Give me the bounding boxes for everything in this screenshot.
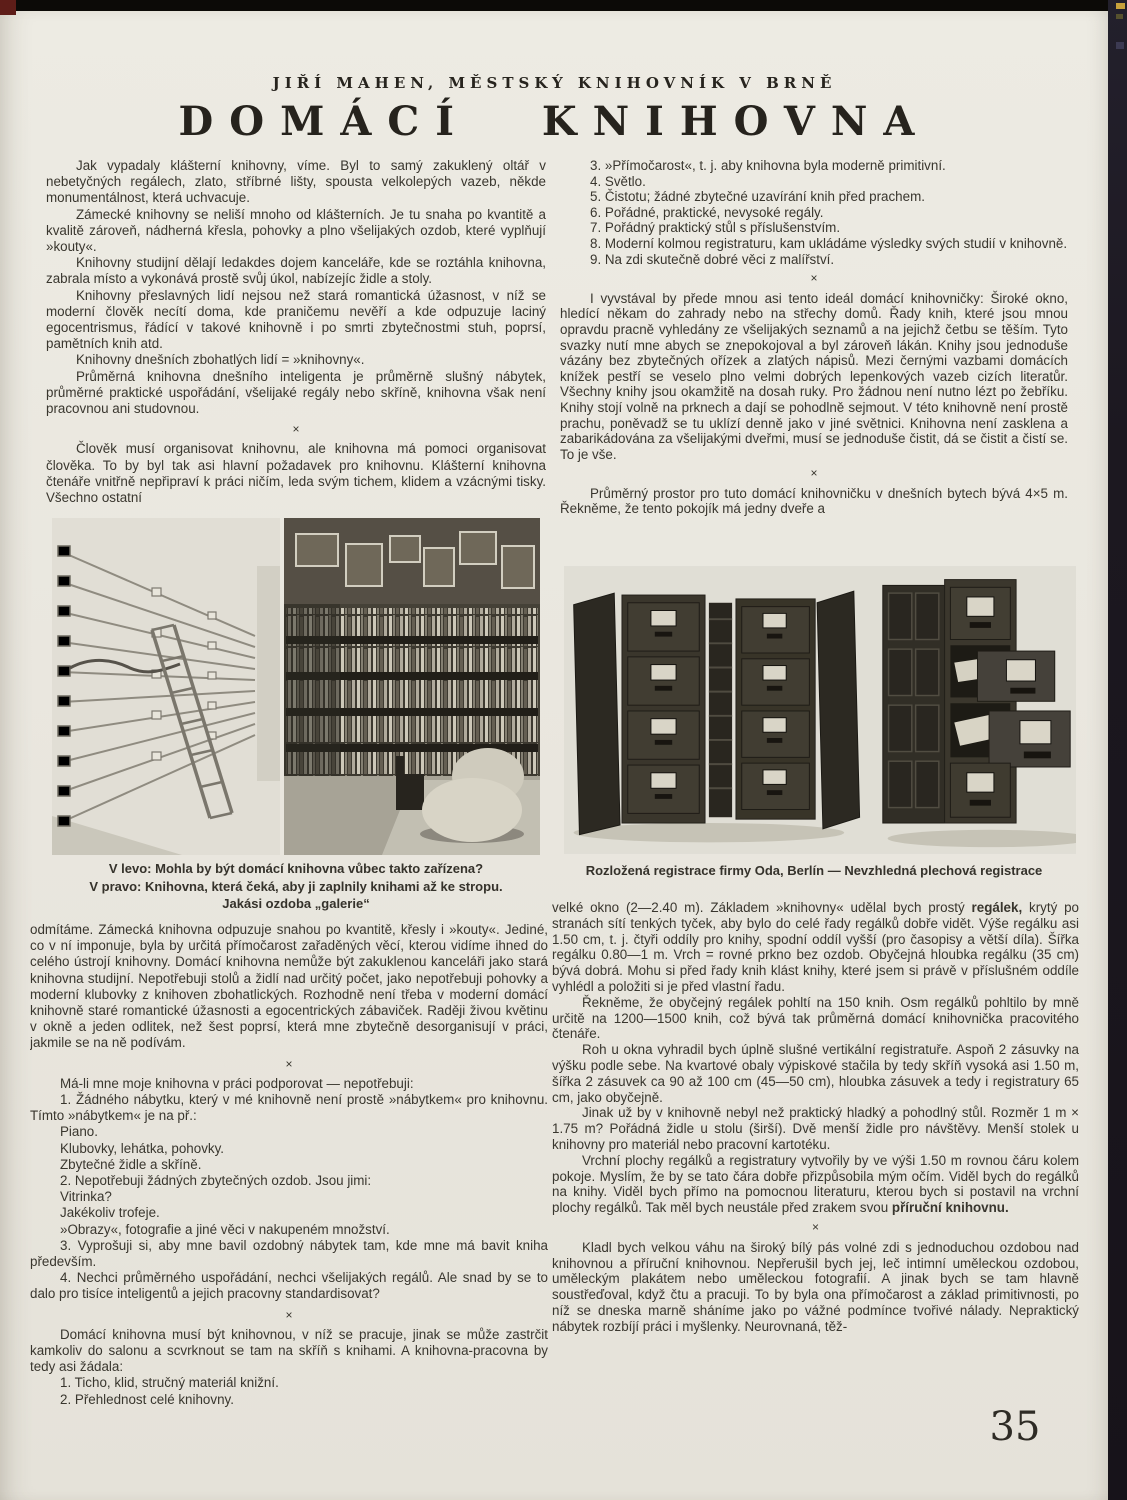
paragraph: Kladl bych velkou váhu na široký bílý pás volné zdi s jednoduchou ozdobou nad knihovnou a příruční knihovnou. Nepřerušil bych jej, leč intimní uměleckou ozdobou, uměleckým plakátem nebo uměleckou fotografií. A jinak bych se tam hlavně soustřeďoval, když čtu a pracuji. To by byla ona přímočarost a základ primitivnosti, po níž se dneska marně sháníme jako po vážné podmínce tvořivé nálady. Nepraktický nábytek rozbíjí práci i myšlenky. Neurovnaná, těž- (552, 1239, 1079, 1334)
paragraph: Knihovny přeslavných lidí nejsou než stará romantická úžasnost, v níž se moderní člověk necítí doma, kde praničemu nevěří a kde odpuzuje laciný egocentrismus, řádící v takové knihovně i po smrti zbytečnostmi stuh, poprsí, pamětních knih atd. (46, 287, 546, 352)
paragraph (552, 900, 1079, 995)
photo-empty-and-full-library (52, 518, 540, 855)
photo-caption: Rozložená registrace firmy Oda, Berlín — Nevzhledná plechová registrace (585, 863, 1043, 878)
paragraph (552, 1153, 1079, 1216)
list-line: 7. Pořádný praktický stůl s příslušenstvím. (590, 220, 841, 236)
right-column-lower-text (552, 900, 1079, 1415)
list-line: 3. Vyprošuji si, aby mne bavil ozdobný nábytek tam, kde mne má bavit kniha především. (30, 1237, 548, 1270)
list-line: 1. Ticho, klid, stručný materiál knižní. (60, 1375, 279, 1391)
paragraph-text: velké okno (2—2.40 m). Základem »knihovny« udělal bych prostý (552, 900, 972, 915)
scan-edge-right (1108, 0, 1127, 1500)
section-divider: × (811, 1219, 819, 1234)
photo-caption-line: V pravo: Knihovna, která čeká, aby ji zaplnily knihami až ke stropu. (89, 878, 503, 894)
paragraph: Má-li mne moje knihovna v práci podporovat — nepotřebuji: (60, 1075, 414, 1091)
scan-debris (1116, 3, 1125, 9)
list-line: Vitrinka? (60, 1189, 112, 1205)
emphasis-text: regálek, (971, 900, 1023, 915)
section-divider: × (285, 1056, 293, 1071)
list-line: 4. Nechci průměrného uspořádání, nechci všelijakých regálů. Ale snad by se to dalo pro tisíce inteligentů a jejich pracovny standardisovat? (30, 1270, 548, 1302)
scan-edge-top (0, 0, 1127, 11)
scan-debris (1116, 42, 1124, 49)
list-line: 4. Světlo. (590, 173, 646, 189)
paragraph: Člověk musí organisovat knihovnu, ale knihovna má pomoci organisovat člověka. To by byl tak asi hlavní požadavek pro knihovnu. Klášterní knihovna čtenáře vnitřně nepřipraví k práci ničím, leda svým tichem, klidem a vzácnými tisky. Všechno ostatní (46, 441, 546, 506)
list-line: »Obrazy«, fotografie a jiné věci v nakupeném množství. (60, 1221, 390, 1237)
paragraph: Průměrný prostor pro tuto domácí knihovničku v dnešních bytech bývá 4×5 m. Řekněme, že tento pokojík má jedny dveře a (560, 485, 1068, 517)
photo-filing-cabinets (564, 566, 1076, 854)
paragraph-text: Vrchní plochy regálků a registratury vytvořily by ve výši 1.50 m rovnou čáru kolem pokoje. Myslím, že by se tato čára dobře přizpůsobila mým očím. Viděl bych do regálků na knihy. Viděl bych přímo na pomocnou literaturu, kterou bych si postavil na vrchní plochy regálků. Tak měl bych neustále před zrakem svou (552, 1152, 1079, 1216)
paragraph: Knihovny dnešních zbohatlých lidí = »knihovny«. (76, 352, 365, 368)
photo-caption-line: V levo: Mohla by být domácí knihovna vůbec takto zařízena? (108, 861, 484, 876)
list-line: 5. Čistotu; žádné zbytečné uzavírání knih před prachem. (590, 189, 925, 205)
paragraph: Zámecké knihovny se neliší mnoho od klášterních. Je tu snaha po kvantitě a kvalitě zároveň, nádherná křesla, pohovky a plno všelijakých ozdob, které vyplňují »kouty«. (46, 206, 546, 255)
photo-caption-line: Jakási ozdoba „galerie“ (222, 896, 370, 911)
right-column-upper-text (560, 158, 1068, 562)
paragraph: Domácí knihovna musí být knihovnou, v níž se pracuje, jinak se může zastrčit kamkoliv do salonu a scvrknout se tam na skříň s knihami. A knihovna-pracovna by tedy asi žádala: (30, 1326, 548, 1375)
page-number: 35 (989, 1404, 1041, 1450)
article-title: DOMÁCÍ KNIHOVNA (178, 98, 931, 145)
paragraph: Jak vypadaly klášterní knihovny, víme. Byl to samý zakuklený oltář v nebetyčných regálech, zlato, stříbrné lišty, spousta velkolepých vazeb, někde monumentálnost, která uchvacuje. (46, 158, 546, 206)
section-divider: × (292, 422, 300, 437)
left-column-upper-text (46, 158, 546, 516)
section-divider: × (285, 1307, 293, 1322)
photo-caption (40, 860, 552, 913)
list-line: 1. Žádného nábytku, který v mé knihovně není prostě »nábytkem« pro knihovnu. Tímto »nábytkem« je na př.: (30, 1092, 548, 1124)
section-divider: × (810, 271, 818, 286)
paragraph: I vyvstával by přede mnou asi tento ideál domácí knihovničky: Široké okno, hledící někam do zahrady nebo na střechy domů. Řady knih, které jsou mnou opravdu pracně vyhledány ze všelijakých seznamů a na jejichž četbu se těším. Tyto svazky nutí mne abych se znepokojoval a byl zároveň lákán. Knihy jsou jednoduše vázány bez zbytečných ořízek a zlatých nápisů. Mezi černými vazbami domácích knížek pestří se veselo plno velmi dobrých lepenkových vazeb cizích literatůr. Všechny knihy jsou okamžitě na dosah ruky. Pro žádnou není nutno lézt po žebříku. Knihy stojí volně na prknech a dají se pohodlně sejmout. V této knihovně není prostě prachu, poněvadž se tu uklízí denně jako v jiné světnici. Knihovna není zasklena a zabarikádována za všelijakými dveřmi, musí se jednoduše čistit, dá se čistit a čistí se. To je vše. (560, 290, 1068, 462)
list-line: Klubovky, lehátka, pohovky. (60, 1140, 225, 1156)
paragraph: Průměrná knihovna dnešního inteligenta je průměrně slušný nábytek, průměrné praktické uspořádání, všelijaké regály nebo skříně, knihovna však není pracovnou ani studovnou. (46, 368, 546, 417)
paragraph-text: krytý po stranách sítí tenkých tyček, aby bylo do celé řady regálků dobře vidět. Výše regálku asi 1.50 cm, t. j. čtyři oddíly pro knihy, spodní oddíl vyšší (pro časopisy a větší díla). Šířka regálku 0.80—1 m. Vrch = rovné prkno bez ozdob. Obyčejná hloubka regálku (35 cm) bývá dobrá. Mohu si před řady knih klást knihy, které jsem si právě v příslušném oddíle vyhlédl a položiti si je před vlastní řadu. (552, 900, 1079, 994)
section-divider: × (810, 466, 818, 481)
list-line: Zbytečné židle a skříně. (60, 1156, 202, 1172)
list-line: 6. Pořádné, praktické, nevysoké regály. (590, 204, 824, 220)
list-line: 2. Přehlednost celé knihovny. (60, 1391, 234, 1407)
list-line: Piano. (60, 1124, 98, 1140)
paragraph: Roh u okna vyhradil bych úplně slušné vertikální registratuře. Aspoň 2 zásuvky na výšku podle sebe. Na kvartové obaly výpiskové stačila by tedy skříň vysoká asi 1.50 m, šířka 2 zásuvek ca 90 až 100 cm (45—50 cm), hloubka zásuvek a tedy i registratury 65 cm, jako obyčejně. (552, 1042, 1079, 1105)
list-line: 8. Moderní kolmou registraturu, kam ukládáme výsledky svých studií v knihovně. (590, 235, 1068, 251)
list-line: Jakékoliv trofeje. (60, 1205, 160, 1221)
paragraph: odmítáme. Zámecká knihovna odpuzuje snahou po kvantitě, křesly i »kouty«. Jediné, co v ní imponuje, byla by určitá přímočarost zařaděných věcí, kterou vidíme ihned do celého ústrojí knihovny. Domácí knihovna nemůže být zakuklenou kanceláři jako stará knihovna studijní. Nepotřebuji stolů a židlí nad určitý počet, jako nepotřebuji pohovky a moderní klubovky z knihoven zbohatlických. Rozhodně není třeba v moderní domácí knihovně staré romantické úžasnosti a egocentrických zábaviček. Raději živou květinu v okně a jeden odlitek, než šest poprsí, která mne zbytečně desorganisují v práci, jakmile se na ně podívám. (30, 922, 548, 1051)
scan-corner-artifact (0, 0, 16, 15)
paragraph: Knihovny studijní dělají ledakdes dojem kanceláře, kde se roztáhla knihovna, zabrala místo a vykonává prostě svůj úkol, nabízejíc židle a stoly. (46, 255, 546, 287)
list-line: 3. »Přímočarost«, t. j. aby knihovna byla moderně primitivní. (590, 158, 946, 173)
left-column-lower-text (30, 922, 548, 1452)
scan-debris (1116, 14, 1123, 19)
author-byline: JIŘÍ MAHEN, MĚSTSKÝ KNIHOVNÍK V BRNĚ (272, 74, 837, 92)
list-line: 9. Na zdi skutečně dobré věci z malířství. (590, 251, 835, 267)
paragraph: Jinak už by v knihovně nebyl než praktický hladký a pohodlný stůl. Rozměr 1 m × 1.75 m? Pořádná židle u stolu (širší). Dvě menší židle pro návštěvy. Menší stolek u knihovny pro materiál nebo pracovní kartotéku. (552, 1105, 1079, 1152)
paragraph: Řekněme, že obyčejný regálek pohltí na 150 knih. Osm regálků pohltilo by mně určitě na 1200—1500 knih, což bývá tak průměrná domácí knihovnička pracovitého čtenáře. (552, 994, 1079, 1042)
list-line: 2. Nepotřebuji žádných zbytečných ozdob. Jsou jimi: (60, 1173, 372, 1189)
emphasis-text: příruční knihovnu. (891, 1200, 1009, 1216)
